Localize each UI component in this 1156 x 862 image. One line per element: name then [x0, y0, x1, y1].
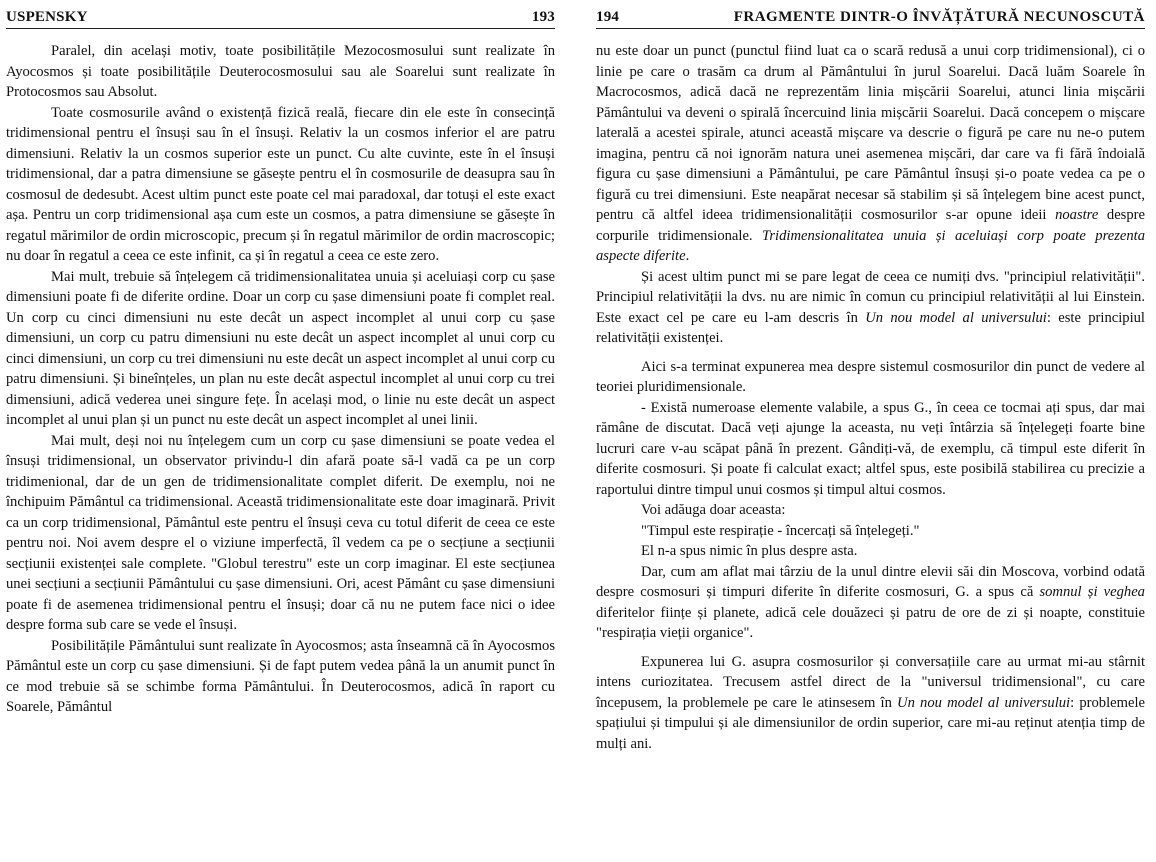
- paragraph: Voi adăuga doar aceasta:: [641, 502, 786, 518]
- right-page: [596, 6, 1145, 754]
- left-page: [6, 6, 555, 718]
- paragraph: nu este doar un punct (punctul fiind luat ca o scară redusă a unui corp tridimensional), ci o linie pe care o trasăm ca drum al Pământului în jurul Soarelui. Dacă luăm Soarele în Macrocosmos, adică dacă ne reprezentăm linia mișcării Soarelui, atunci linia mișcării Pământului va deveni o spirală încercuind linia mișcării Soarelui. Dacă concepem o mișcare laterală a acestei spirale, atunci această mișcare va descrie o figură pe care nu ne-o putem imagina, pentru că noi ignorăm natura unei asemenea mișcări, dar care va fi fără îndoială figura cu șase dimensiuni a Pământului, pe care Pământul însuși și-o poate vedea ca pe o figură cu trei dimensiuni. Este neapărat necesar să stabilim și să înțelegem bine acest punct, pentru că altfel ideea tridimensionalității cosmosurilor s-ar opune ideii noastre despre corpurile tridimensionale. Tridimensionalitatea unuia și aceluiași corp poate prezenta aspecte diferite.: [596, 43, 1146, 264]
- paragraph: Paralel, din același motiv, toate posibilitățile Mezocosmosului sunt realizate în Ayocosmos și toate posibilitățile Deuterocosmosului sau ale Soarelui sunt realizate în Protocosmos sau Absolut.: [6, 43, 555, 100]
- paragraph: Dar, cum am aflat mai târziu de la unul dintre elevii săi din Moscova, vorbind odată despre cosmosuri și timpuri diferite în diferite cosmosuri, G. a spus că somnul și veghea diferitelor ființe și planete, adică cele douăzeci și patru de ore de zi și noapte, constituie "respirația vieții organice".: [596, 563, 1145, 641]
- running-head-author: USPENSKY: [6, 9, 88, 25]
- paragraph: - Există numeroase elemente valabile, a spus G., în ceea ce tocmai ați spus, dar mai rămâne de discutat. Dacă veți ajunge la aceasta, nu veți întârzia să înțelegeți foarte bine lucruri care v-au scăpat până în prezent. Gândiți-vă, de exemplu, că timpul este diferit în diferite cosmosuri. Și poate fi calculat exact; altfel spus, este posibilă stabilirea cu precizie a raportului dintre timpul unui cosmos și timpul altui cosmos.: [596, 399, 1145, 498]
- paragraph: Și acest ultim punct mi se pare legat de ceea ce numiți dvs. "principiul relativității". Principiul relativității la dvs. nu are nimic în comun cu principiul relativității al lui Einstein. Este exact cel pe care eu l-am descris în Un nou model al universului: este principiul relativității existenței.: [596, 268, 1145, 346]
- quote: "Timpul este respirație - încercați să înțelegeți.": [641, 522, 920, 539]
- book-title-reference: Un nou model al universului: [897, 694, 1071, 711]
- paragraph: Posibilitățile Pământului sunt realizate în Ayocosmos; asta înseamnă că în Ayocosmos Pământul este un corp cu șase dimensiuni. Și de fapt putem vedea până la un anumit punct în ce mod trebuie să se schimbe forma Pământului. În Deuterocosmos, adică în raport cu Soarele, Pământul: [6, 637, 555, 715]
- left-page-header: [6, 6, 555, 29]
- book-title-reference: Un nou model al universului: [865, 309, 1047, 326]
- right-page-body: [596, 41, 1145, 754]
- right-page-header: [596, 6, 1145, 29]
- paragraph: Mai mult, trebuie să înțelegem că tridimensionalitatea unuia și aceluiași corp cu șase dimensiuni poate fi de diferite ordine. Doar un corp cu șase dimensiuni poate fi complet real. Un corp cu cinci dimensiuni nu este decât un aspect incomplet al unui corp cu șase dimensiuni, un corp cu patru dimensiuni nu este decât un aspect incomplet al unui corp cu cinci dimensiuni, un corp cu trei dimensiuni nu este decât un aspect incomplet al unui corp cu patru dimensiuni. Și bineînțeles, un plan nu este decât aspectul incomplet al unui corp cu trei dimensiuni, adică vederea unei singure fețe. În același mod, o linie nu este decât un aspect incomplet al unui plan și un punct nu este decât un aspect incomplet al unei linii.: [6, 268, 555, 428]
- paragraph: El n-a spus nimic în plus despre asta.: [641, 543, 858, 559]
- running-head-book-title: FRAGMENTE DINTR-O ÎNVĂȚĂTURĂ NECUNOSCUTĂ: [733, 9, 1145, 25]
- page-number-left: 193: [531, 9, 555, 25]
- page-number-right: 194: [596, 9, 620, 25]
- paragraph: Expunerea lui G. asupra cosmosurilor și conversațiile care au urmat mi-au stârnit intens curiozitatea. Trecusem astfel direct de la "universul tridimensional", cu care începusem, la problemele pe care le atinsesem în Un nou model al universului: problemele spațiului și timpului și ale dimensiunilor de ordin superior, care mi-au reținut atenția timp de mulți ani.: [596, 653, 1145, 752]
- paragraph: Toate cosmosurile având o existență fizică reală, fiecare din ele este în consecință tridimensional pentru el însuși sau în el însuși. Relativ la un cosmos inferior el are patru dimensiuni. Relativ la un cosmos superior este un punct. Cu alte cuvinte, este în el însuși tridimensional, dar a patra dimensiune se găsește pentru el în cosmosurile de deasupra sau în cosmosul de dedesubt. Acest ultim punct este poate cel mai paradoxal, dar totuși el este exact așa. Pentru un corp tridimensional așa cum este un cosmos, a patra dimensiune se găsește în regatul mărimilor de ordin microscopic, precum și în regatul mărimilor de ordin macroscopic; nu doar în regatul a ceea ce este infinit, ca și în regatul a ceea ce este zero.: [6, 104, 555, 264]
- paragraph: Aici s-a terminat expunerea mea despre sistemul cosmosurilor din punct de vedere al teoriei pluridimensionale.: [596, 358, 1145, 395]
- paragraph: Mai mult, deși noi nu înțelegem cum un corp cu șase dimensiuni se poate vedea el însuși tridimensional, un observator privindu-l din afară poate să-l vadă ca pe un corp tridimenional, dar de un gen de tridimensionalitate complet diferit. De exemplu, noi ne închipuim Pământul ca tridimensional. Această tridimensionalitate este doar imaginară. Privit ca un corp tridimensional, Pământul este pentru el însuși ceva cu totul diferit de ceea ce este pentru noi. Noi avem despre el o viziune imperfectă, îl vedem ca pe o secțiune a secțiunii secțiunii existenței sale complete. "Globul terestru" este un corp imaginar. El este secțiunea unei secțiuni a secțiunii Pământului cu șase dimensiuni. Ori, acest Pământ cu șase dimensiuni poate fi de asemenea tridimensional pentru el însuși; doar că nu ne putem face nici o idee despre forma sub care se vede el însuși.: [6, 432, 555, 633]
- left-page-body: [6, 41, 555, 718]
